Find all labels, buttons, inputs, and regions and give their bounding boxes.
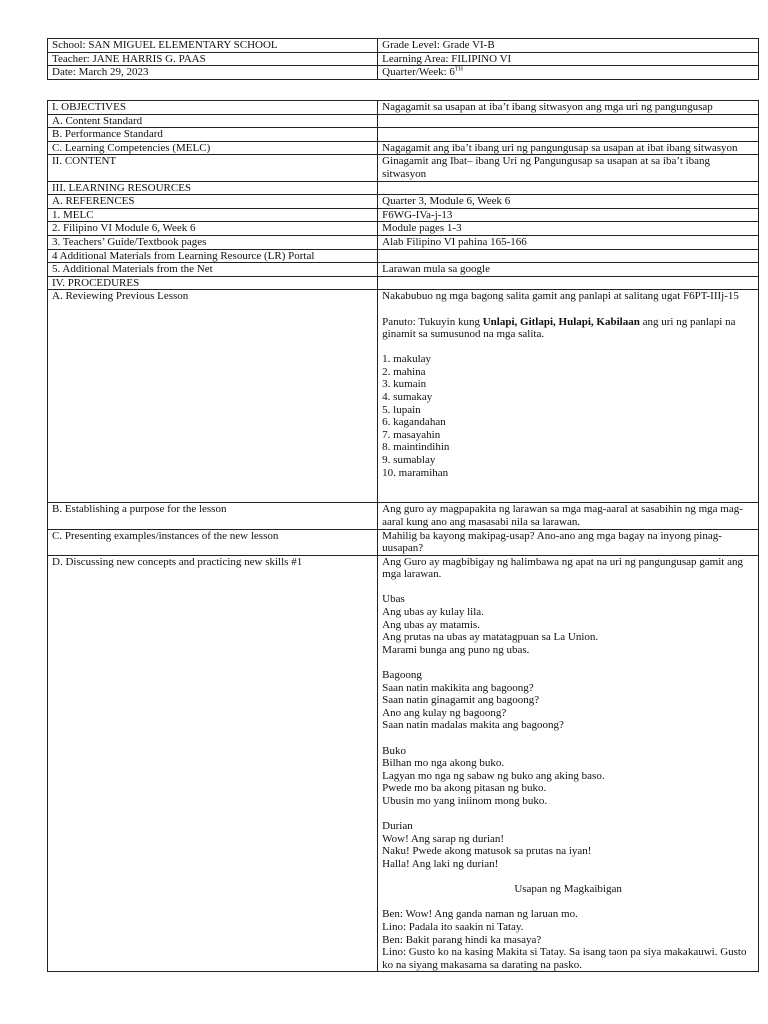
learning-resources-row [48, 181, 759, 195]
example-line: Naku! Pwede akong matusok sa prutas na iyan! [382, 845, 592, 858]
example-line: Saan natin ginagamit ang bagoong? [382, 694, 540, 707]
example-line: Saan natin makikita ang bagoong? [382, 681, 534, 694]
list-item: 1. makulay [382, 353, 432, 366]
dialogue-block [382, 908, 754, 971]
list-item: 5. lupain [382, 403, 421, 416]
list-item: 3. kumain [382, 378, 427, 391]
row-label: D. Discussing new concepts and practicing new skills #1 [48, 555, 378, 972]
dialogue-line: Ben: Wow! Ang ganda naman ng laruan mo. [382, 908, 578, 921]
row-value [378, 181, 759, 195]
row-value: Ginagamit ang Ibat– ibang Uri ng Pangungusap sa usapan at sa iba’t ibang sitwasyon [378, 155, 759, 181]
row-value: Alab Filipino VI pahina 165-166 [378, 235, 759, 249]
durian-block [382, 820, 754, 870]
example-line: Durian [382, 820, 413, 833]
word-list [382, 353, 754, 479]
list-item: 10. maramihan [382, 466, 449, 479]
row-value: Larawan mula sa google [378, 263, 759, 277]
row-label: 4 Additional Materials from Learning Resource (LR) Portal [48, 249, 378, 263]
row-label: A. REFERENCES [48, 195, 378, 209]
content-row [48, 155, 759, 181]
example-line: Ubusin mo yang iniinom mong buko. [382, 794, 548, 807]
presenting-row [48, 529, 759, 555]
row-label: I. OBJECTIVES [48, 101, 378, 115]
row-label: A. Content Standard [48, 114, 378, 128]
example-line: Halla! Ang laki ng durian! [382, 857, 499, 870]
row-value [378, 276, 759, 290]
reviewing-cell [378, 290, 759, 503]
row-label: C. Presenting examples/instances of the new lesson [48, 529, 378, 555]
net-materials-row [48, 263, 759, 277]
objectives-row [48, 101, 759, 115]
row-label: II. CONTENT [48, 155, 378, 181]
quarter-week-cell [378, 66, 759, 80]
dialogue-line: Lino: Padala ito saakin ni Tatay. [382, 920, 524, 933]
date-cell: Date: March 29, 2023 [48, 66, 378, 80]
module-row [48, 222, 759, 236]
row-value [378, 249, 759, 263]
list-item: 4. sumakay [382, 391, 433, 404]
panuto-bold: Unlapi, Gitlapi, Hulapi, Kabilaan [482, 315, 640, 328]
example-line: Ano ang kulay ng bagoong? [382, 706, 507, 719]
example-line: Ang prutas na ubas ay matatagpuan sa La Union. [382, 631, 599, 644]
melc-row [48, 208, 759, 222]
list-item: 6. kagandahan [382, 416, 446, 429]
teachers-guide-row [48, 235, 759, 249]
bagoong-block [382, 669, 754, 732]
example-line: Ang ubas ay matamis. [382, 618, 480, 631]
row-value: F6WG-IVa-j-13 [378, 208, 759, 222]
list-item: 2. mahina [382, 365, 426, 378]
list-item: 7. masayahin [382, 428, 441, 441]
row-label: 1. MELC [48, 208, 378, 222]
list-item: 9. sumablay [382, 454, 436, 467]
panuto-prefix: Panuto: Tukuyin kung [382, 315, 483, 328]
content-standard-row [48, 114, 759, 128]
discussing-cell [378, 555, 759, 972]
learning-area-cell: Learning Area: FILIPINO VI [378, 52, 759, 66]
row-value: Module pages 1-3 [378, 222, 759, 236]
dialogue-line: Ben: Bakit parang hindi ka masaya? [382, 933, 542, 946]
row-label: IV. PROCEDURES [48, 276, 378, 290]
lr-portal-row [48, 249, 759, 263]
example-line: Ang ubas ay kulay lila. [382, 606, 484, 619]
buko-block [382, 745, 754, 808]
header-row [48, 52, 759, 66]
usapan-title: Usapan ng Magkaibigan [514, 883, 622, 896]
row-label: B. Establishing a purpose for the lesson [48, 503, 378, 529]
ubas-block [382, 593, 754, 656]
header-table [47, 38, 759, 80]
example-line: Lagyan mo nga ng sabaw ng buko ang aking baso. [382, 769, 605, 782]
reviewing-intro: Nakabubuo ng mga bagong salita gamit ang panlapi at salitang ugat F6PT-IIIj-15 [382, 290, 739, 303]
quarter-week-superscript: TH [454, 66, 463, 73]
teacher-cell: Teacher: JANE HARRIS G. PAAS [48, 52, 378, 66]
example-line: Wow! Ang sarap ng durian! [382, 832, 505, 845]
row-label: B. Performance Standard [48, 128, 378, 142]
row-label: A. Reviewing Previous Lesson [48, 290, 378, 503]
header-row [48, 39, 759, 53]
example-line: Pwede mo ba akong pitasan ng buko. [382, 782, 547, 795]
row-label: 2. Filipino VI Module 6, Week 6 [48, 222, 378, 236]
row-label: 5. Additional Materials from the Net [48, 263, 378, 277]
example-line: Ubas [382, 593, 405, 606]
row-value: Mahilig ba kayong makipag-usap? Ano-ano ang mga bagay na inyong pinag-uusapan? [378, 529, 759, 555]
row-value: Quarter 3, Module 6, Week 6 [378, 195, 759, 209]
panuto-suffix: ang uri ng panlapi na ginamit sa sumusunod na mga salita. [382, 315, 736, 341]
grade-level-cell: Grade Level: Grade VI-B [378, 39, 759, 53]
row-value [378, 128, 759, 142]
school-cell: School: SAN MIGUEL ELEMENTARY SCHOOL [48, 39, 378, 53]
quarter-week-text: Quarter/Week: 6 [382, 66, 455, 79]
example-line: Marami bunga ang puno ng ubas. [382, 643, 530, 656]
lesson-plan-table [47, 100, 759, 972]
discussing-row [48, 555, 759, 972]
reviewing-row [48, 290, 759, 503]
example-line: Saan natin madalas makita ang bagoong? [382, 719, 564, 732]
row-label: C. Learning Competencies (MELC) [48, 141, 378, 155]
row-label: III. LEARNING RESOURCES [48, 181, 378, 195]
panuto-instruction [382, 316, 754, 341]
row-value: Nagagamit ang iba’t ibang uri ng pangungusap sa usapan at ibat ibang sitwasyon [378, 141, 759, 155]
header-row [48, 66, 759, 80]
row-value: Ang guro ay magpapakita ng larawan sa mga mag-aaral at sasabihin ng mga mag-aaral kung ano ang masasabi nila sa larawan. [378, 503, 759, 529]
discussing-intro: Ang Guro ay magbibigay ng halimbawa ng apat na uri ng pangungusap gamit ang mga larawan. [382, 555, 743, 581]
row-label: 3. Teachers’ Guide/Textbook pages [48, 235, 378, 249]
competencies-row [48, 141, 759, 155]
dialogue-line: Lino: Gusto ko na kasing Makita si Tatay. Sa isang taon pa siya makakauwi. Gusto ko na siyang makasama sa darating na pasko. [382, 946, 747, 971]
procedures-row [48, 276, 759, 290]
references-row [48, 195, 759, 209]
performance-standard-row [48, 128, 759, 142]
purpose-row [48, 503, 759, 529]
list-item: 8. maintindihin [382, 441, 450, 454]
row-value [378, 114, 759, 128]
example-line: Bilhan mo nga akong buko. [382, 757, 505, 770]
example-line: Bagoong [382, 669, 422, 682]
example-line: Buko [382, 744, 407, 757]
row-value: Nagagamit sa usapan at iba’t ibang sitwasyon ang mga uri ng pangungusap [378, 101, 759, 115]
